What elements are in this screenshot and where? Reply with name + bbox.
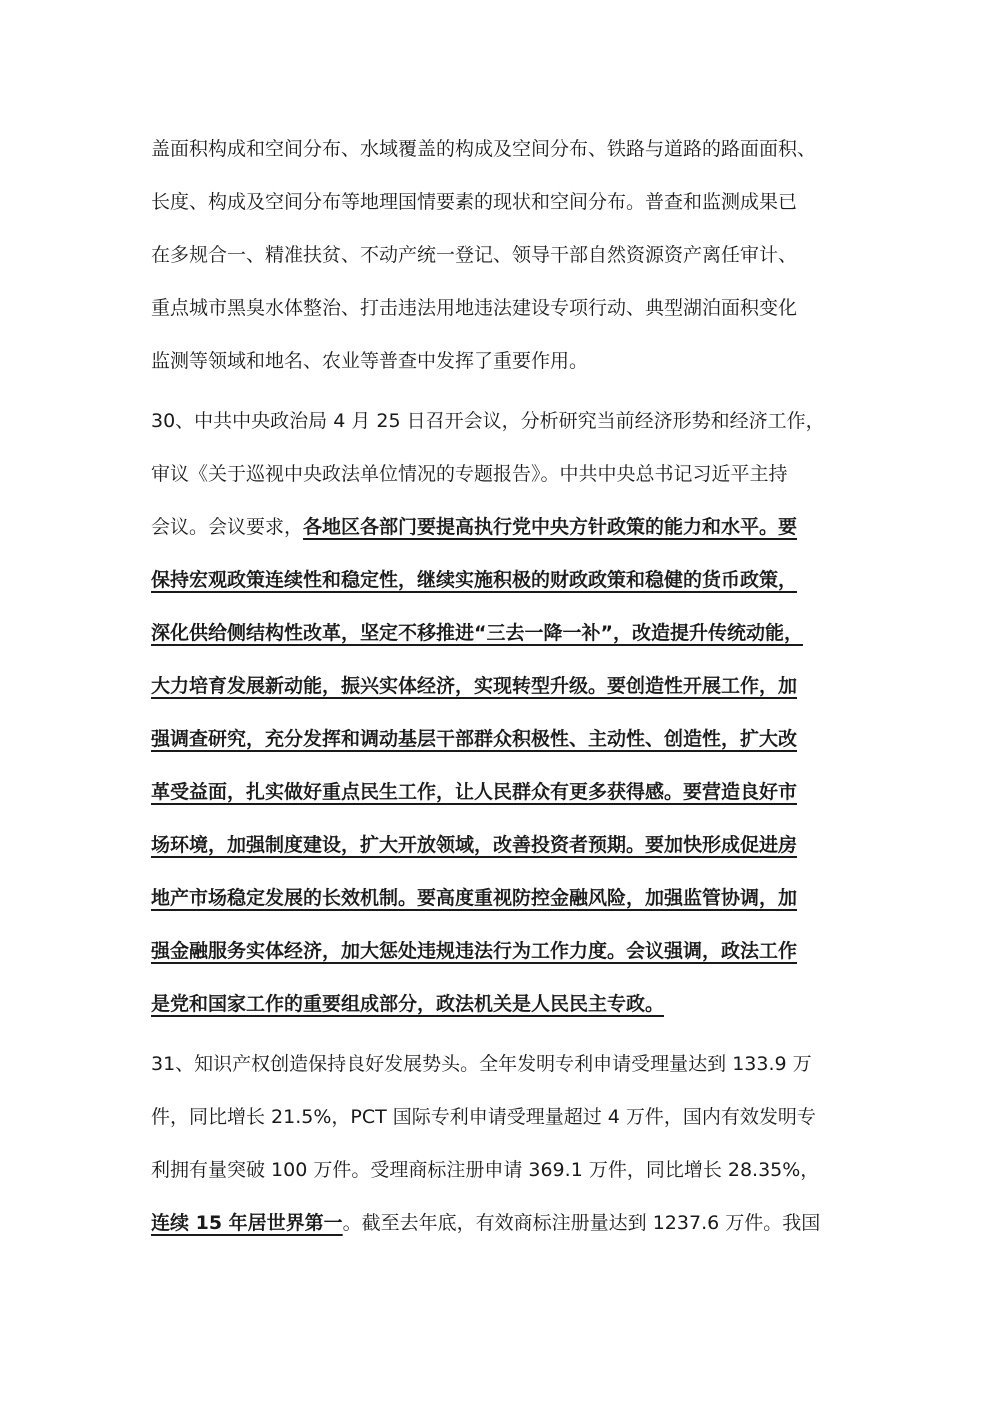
emphasized-line: 地产市场稳定发展的长效机制。要高度重视防控金融风险，加强监管协调，加 bbox=[151, 887, 798, 909]
emphasized-line: 革受益面，扎实做好重点民生工作，让人民群众有更多获得感。要营造良好市 bbox=[151, 781, 798, 803]
item-30-line: 30、中共中央政治局 4 月 25 日召开会议，分析研究当前经济形势和经济工作， bbox=[151, 410, 825, 432]
text-line: 在多规合一、精准扶贫、不动产统一登记、领导干部自然资源资产离任审计、 bbox=[151, 244, 798, 266]
emphasized-line: 强金融服务实体经济，加大惩处违规违法行为工作力度。会议强调，政法工作 bbox=[151, 940, 798, 962]
plain-text: 。截至去年底，有效商标注册量达到 1237.6 万件。我国 bbox=[342, 1212, 821, 1234]
text-line: 长度、构成及空间分布等地理国情要素的现状和空间分布。普查和监测成果已 bbox=[151, 191, 798, 213]
item-30-line: 审议《关于巡视中央政法单位情况的专题报告》。中共中央总书记习近平主持 bbox=[151, 463, 788, 485]
emphasized-text: 连续 15 年居世界第一 bbox=[151, 1212, 343, 1234]
text-line: 盖面积构成和空间分布、水域覆盖的构成及空间分布、铁路与道路的路面面积、 bbox=[151, 138, 817, 160]
emphasized-line: 大力培育发展新动能，振兴实体经济，实现转型升级。要创造性开展工作，加 bbox=[151, 675, 798, 697]
emphasized-line: 强调查研究，充分发挥和调动基层干部群众积极性、主动性、创造性，扩大改 bbox=[151, 728, 798, 750]
item-31-line: 件，同比增长 21.5%，PCT 国际专利申请受理量超过 4 万件，国内有效发明专 bbox=[151, 1106, 816, 1128]
item-30-line bbox=[151, 512, 851, 542]
item-31-line: 31、知识产权创造保持良好发展势头。全年发明专利申请受理量达到 133.9 万 bbox=[151, 1053, 812, 1075]
emphasized-line: 保持宏观政策连续性和稳定性，继续实施积极的财政政策和稳健的货币政策， bbox=[151, 569, 798, 591]
emphasized-text: 各地区各部门要提高执行党中央方针政策的能力和水平。要 bbox=[303, 516, 798, 538]
text-line: 重点城市黑臭水体整治、打击违法用地违法建设专项行动、典型湖泊面积变化 bbox=[151, 297, 798, 319]
item-31-line bbox=[151, 1208, 851, 1238]
item-31-line: 利拥有量突破 100 万件。受理商标注册申请 369.1 万件，同比增长 28.35%， bbox=[151, 1159, 820, 1181]
emphasized-text: 是党和国家工作的重要组成部分，政法机关是人民民主专政。 bbox=[151, 993, 665, 1015]
text-line: 监测等领域和地名、农业等普查中发挥了重要作用。 bbox=[151, 350, 589, 372]
emphasized-line bbox=[151, 989, 851, 1019]
plain-text: 会议。会议要求， bbox=[151, 516, 304, 538]
emphasized-line: 深化供给侧结构性改革，坚定不移推进“三去一降一补”，改造提升传统动能， bbox=[151, 622, 803, 644]
emphasized-line: 场环境，加强制度建设，扩大开放领域，改善投资者预期。要加快形成促进房 bbox=[151, 834, 798, 856]
